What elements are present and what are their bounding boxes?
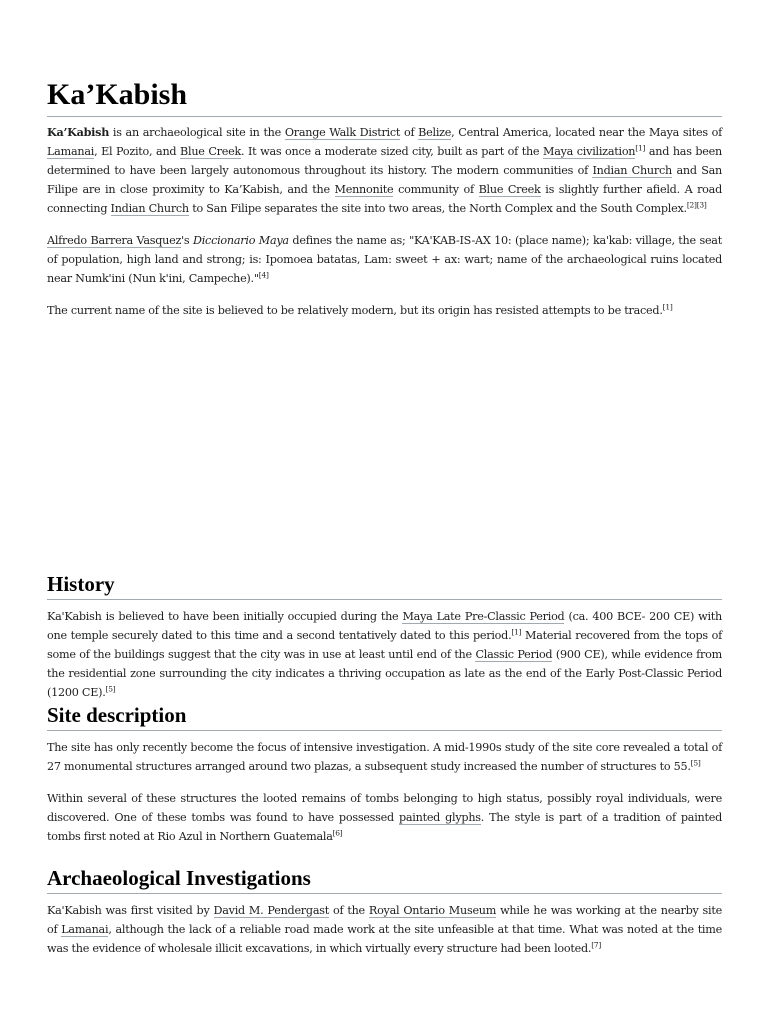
link-royal-ontario-museum[interactable]: Royal Ontario Museum	[368, 904, 497, 917]
link-blue-creek[interactable]: Blue Creek	[180, 145, 242, 158]
link-indian-church-2[interactable]: Indian Church	[110, 202, 189, 215]
text: while he was working at the nearby site of	[47, 904, 722, 936]
citation-ref	[106, 684, 116, 693]
text: of the	[328, 904, 369, 917]
text: defines the name as; "KA'KAB-IS-AX 10: (place name); ka'kab: village, the seat of population, high land and strong; is: Ipomoea batatas, Lam: sweet + ax: wart; name of the archaeological ruins located near Numk'ini (Nun k'ini, Campeche)."	[47, 234, 722, 285]
site-description-paragraph-2	[47, 789, 722, 846]
citation-link-5[interactable]: [5]	[690, 758, 701, 768]
intro-paragraph-1	[47, 123, 722, 218]
text: (ca. 400 BCE- 200 CE) with one temple securely dated to this time and a second tentatively dated to this period.	[47, 610, 722, 642]
citation-ref	[663, 302, 673, 311]
link-david-m-pendergast[interactable]: David M. Pendergast	[213, 904, 329, 917]
text: The current name of the site is believed to be relatively modern, but its origin has resisted attempts to be traced.	[47, 304, 663, 317]
link-painted-glyphs[interactable]: painted glyphs	[398, 811, 481, 824]
text: of	[400, 126, 419, 139]
citation-ref	[511, 627, 521, 636]
link-lamanai[interactable]: Lamanai	[47, 145, 95, 158]
text: Within several of these structures the looted remains of tombs belonging to high status, possibly royal individuals, were discovered. One of these tombs was found to have possessed	[47, 792, 722, 824]
page-title: Ka’Kabish	[47, 78, 722, 117]
text: , El Pozito, and	[94, 145, 181, 158]
citation-link-1[interactable]: [1]	[662, 302, 673, 312]
text: , although the lack of a reliable road made work at the site unfeasible at that time. What was noted at the time was the evidence of wholesale illicit excavations, in which virtually every structure had been looted.	[47, 923, 722, 955]
link-classic-period[interactable]: Classic Period	[475, 648, 553, 661]
text: Ka'Kabish is believed to have been initially occupied during the	[47, 610, 403, 623]
citation-link-2[interactable]: [2]	[686, 200, 697, 210]
citation-link-3[interactable]: [3]	[696, 200, 707, 210]
link-alfredo-barrera-vasquez[interactable]: Alfredo Barrera Vasquez	[47, 234, 182, 247]
citation-link-7[interactable]: [7]	[591, 940, 602, 950]
citation-ref	[691, 758, 701, 767]
link-indian-church[interactable]: Indian Church	[592, 164, 672, 177]
section-heading-archaeological-investigations: Archaeological Investigations	[47, 865, 722, 894]
text: . It was once a moderate sized city, built as part of the	[241, 145, 543, 158]
link-belize[interactable]: Belize	[418, 126, 452, 139]
citation-link-5[interactable]: [5]	[105, 684, 116, 694]
link-orange-walk-district[interactable]: Orange Walk District	[284, 126, 401, 139]
investigations-paragraph	[47, 901, 722, 958]
text: 's	[181, 234, 193, 247]
link-blue-creek-2[interactable]: Blue Creek	[478, 183, 541, 196]
text: (900 CE), while evidence from the residential zone surrounding the city indicates a thriving occupation as late as the end of the Early Post-Classic Period (1200 CE).	[47, 648, 722, 699]
text: and has been determined to have been largely autonomous throughout its history. The modern communities of	[47, 145, 722, 177]
text: to San Filipe separates the site into two areas, the North Complex and the South Complex.	[188, 202, 687, 215]
text: is an archaeological site in the	[109, 126, 285, 139]
link-maya-late-pre-classic[interactable]: Maya Late Pre-Classic Period	[402, 610, 565, 623]
text: community of	[393, 183, 479, 196]
text: Ka'Kabish was first visited by	[47, 904, 214, 917]
intro-paragraph-3	[47, 301, 722, 320]
link-lamanai[interactable]: Lamanai	[61, 923, 109, 936]
link-maya-civilization[interactable]: Maya civilization	[542, 145, 636, 158]
link-mennonite[interactable]: Mennonite	[334, 183, 394, 196]
citation-ref	[259, 270, 269, 279]
text: The site has only recently become the focus of intensive investigation. A mid-1990s study of the site core revealed a total of 27 monumental structures arranged around two plazas, a subsequent study increased the number of structures to 55.	[47, 741, 722, 773]
citation-ref	[333, 828, 343, 837]
bold-article-name: Ka’Kabish	[47, 125, 110, 139]
citation-ref	[687, 200, 707, 209]
citation-ref	[591, 940, 601, 949]
citation-ref	[635, 143, 645, 152]
history-paragraph	[47, 607, 722, 702]
section-heading-site-description: Site description	[47, 702, 722, 731]
text: , Central America, located near the Maya sites of	[451, 126, 722, 139]
text: and San Filipe are in close proximity to Ka’Kabish, and the	[47, 164, 722, 196]
citation-link-1[interactable]: [1]	[511, 627, 522, 637]
citation-link-1[interactable]: [1]	[635, 143, 646, 153]
citation-link-4[interactable]: [4]	[258, 270, 269, 280]
text: Material recovered from the tops of some of the buildings suggest that the city was in use at least until end of the	[47, 629, 722, 661]
text: . The style is part of a tradition of painted tombs first noted at Rio Azul in Northern Guatemala	[47, 811, 722, 843]
text: is slightly further afield. A road connecting	[47, 183, 722, 215]
citation-link-6[interactable]: [6]	[332, 828, 343, 838]
italic-book-title: Diccionario Maya	[193, 234, 289, 247]
intro-paragraph-2	[47, 231, 722, 288]
site-description-paragraph-1	[47, 738, 722, 776]
section-heading-history: History	[47, 571, 722, 600]
